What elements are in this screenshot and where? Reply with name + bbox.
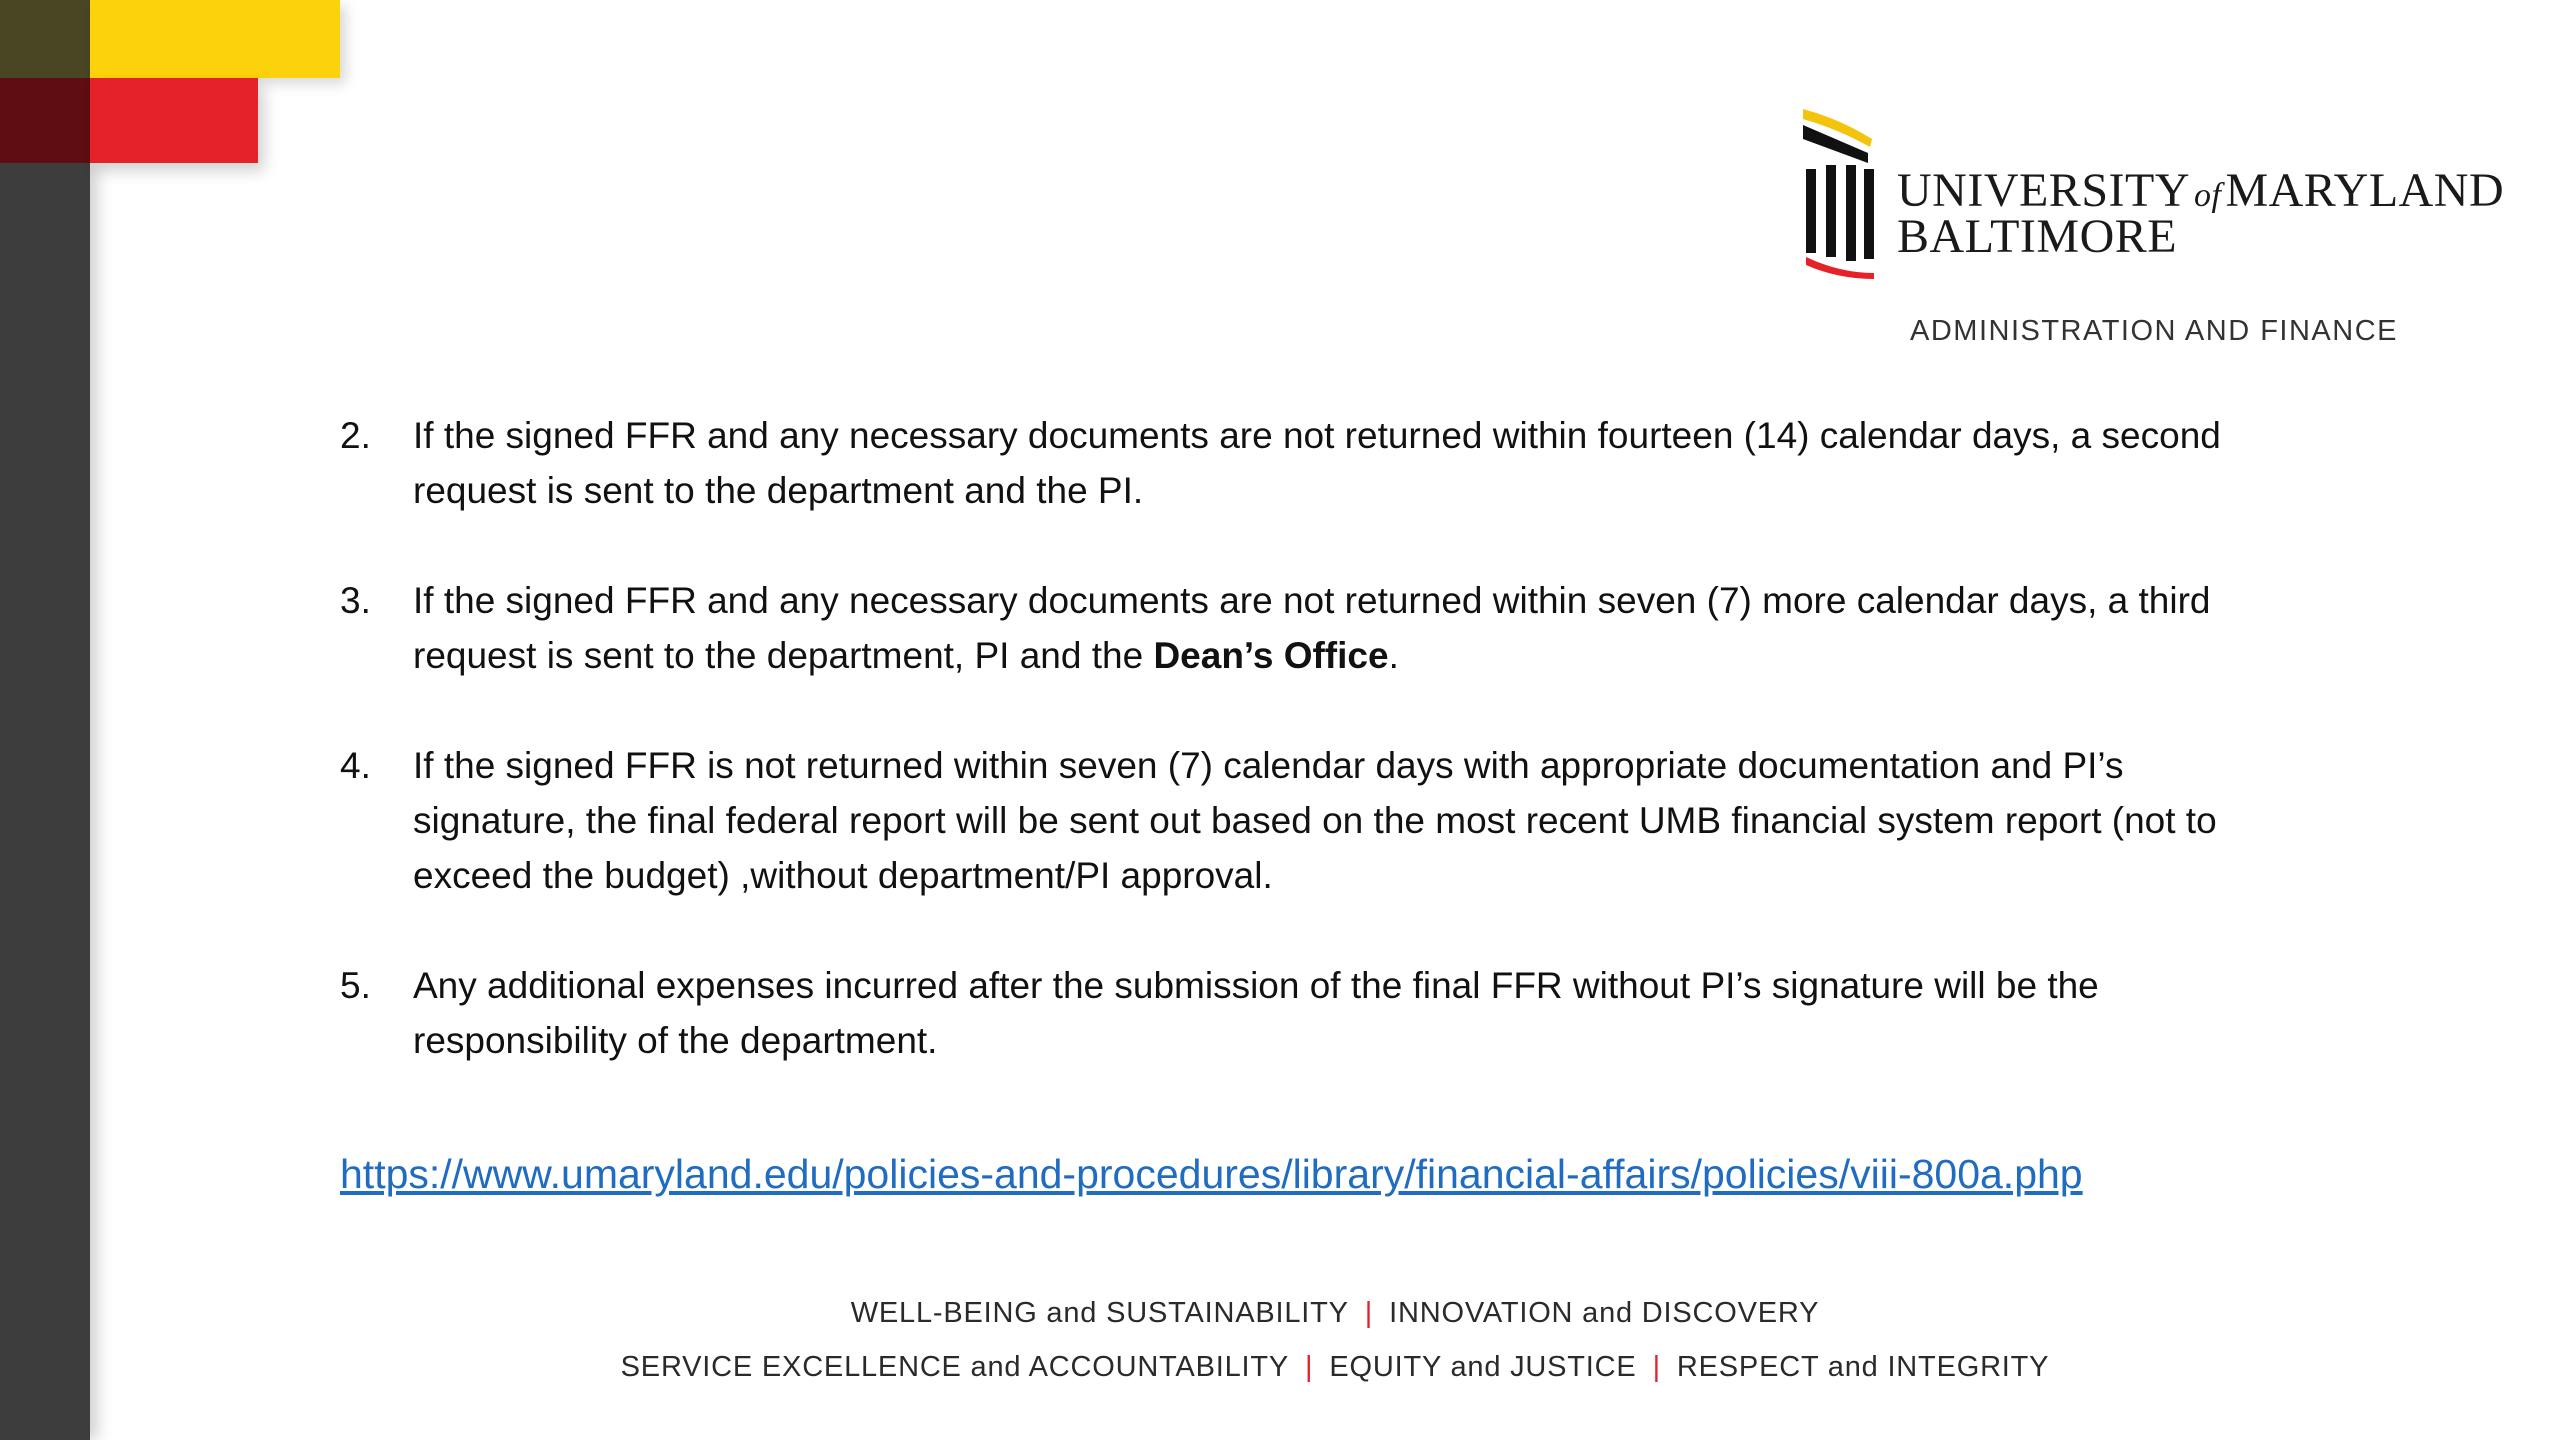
list-item-number: 4. <box>340 745 371 786</box>
list-item-text: If the signed FFR is not returned within seven (7) calendar days with appropriate documentation and PI’s signature, the final federal report will be sent out based on the most recent UMB financial system report (not to exceed the budget) ,without department/PI approval. <box>413 745 2217 896</box>
list-item-text-end: . <box>1388 635 1399 676</box>
value-wellbeing: WELL-BEING and SUSTAINABILITY <box>850 1297 1349 1329</box>
value-equity: EQUITY and JUSTICE <box>1329 1351 1637 1383</box>
value-innovation: INNOVATION and DISCOVERY <box>1389 1297 1820 1329</box>
core-values-row-1 <box>340 1286 2330 1340</box>
core-values-footer <box>340 1286 2330 1394</box>
logo-baltimore: BALTIMORE <box>1897 210 2178 263</box>
value-service: SERVICE EXCELLENCE and ACCOUNTABILITY <box>620 1351 1290 1383</box>
value-separator: | <box>1364 1297 1374 1329</box>
logo-maryland: MARYLAND <box>2225 164 2505 217</box>
corner-olive-block <box>0 0 90 78</box>
list-item-text <box>413 580 2210 676</box>
list-item-number: 3. <box>340 580 371 621</box>
corner-yellow-block <box>90 0 340 78</box>
corner-maroon-block <box>0 78 90 163</box>
deans-office-bold: Dean’s Office <box>1153 635 1389 676</box>
value-separator: | <box>1305 1351 1314 1383</box>
numbered-list <box>340 408 2280 1123</box>
umb-column-logo-icon <box>1800 105 1880 285</box>
left-dark-bar <box>0 0 90 1440</box>
logo-university: UNIVERSITY <box>1897 164 2190 217</box>
list-item <box>340 958 2280 1068</box>
list-item-text: If the signed FFR and any necessary documents are not returned within fourteen (14) calendar days, a second request is sent to the department and the PI. <box>413 415 2221 511</box>
list-item-number: 5. <box>340 965 371 1006</box>
list-item <box>340 738 2280 903</box>
core-values-row-2 <box>340 1340 2330 1394</box>
logo-of: of <box>2193 177 2222 214</box>
value-respect: RESPECT and INTEGRITY <box>1676 1351 2050 1383</box>
logo-subtitle: ADMINISTRATION AND FINANCE <box>1910 315 2398 347</box>
value-separator: | <box>1652 1351 1661 1383</box>
policy-link[interactable]: https://www.umaryland.edu/policies-and-procedures/library/financial-affairs/policies/viii-800a.php <box>340 1151 2083 1197</box>
umb-wordmark <box>1897 164 2505 263</box>
list-item-number: 2. <box>340 415 371 456</box>
list-item-text-start: If the signed FFR and any necessary documents are not returned within seven (7) more calendar days, a third request is sent to the department, PI and the <box>413 580 2211 676</box>
umb-logo <box>1800 105 2505 355</box>
list-item <box>340 408 2280 518</box>
corner-red-block <box>90 78 258 163</box>
list-item-text: Any additional expenses incurred after the submission of the final FFR without PI’s signature will be the responsibility of the department. <box>413 965 2099 1061</box>
list-item <box>340 573 2280 683</box>
